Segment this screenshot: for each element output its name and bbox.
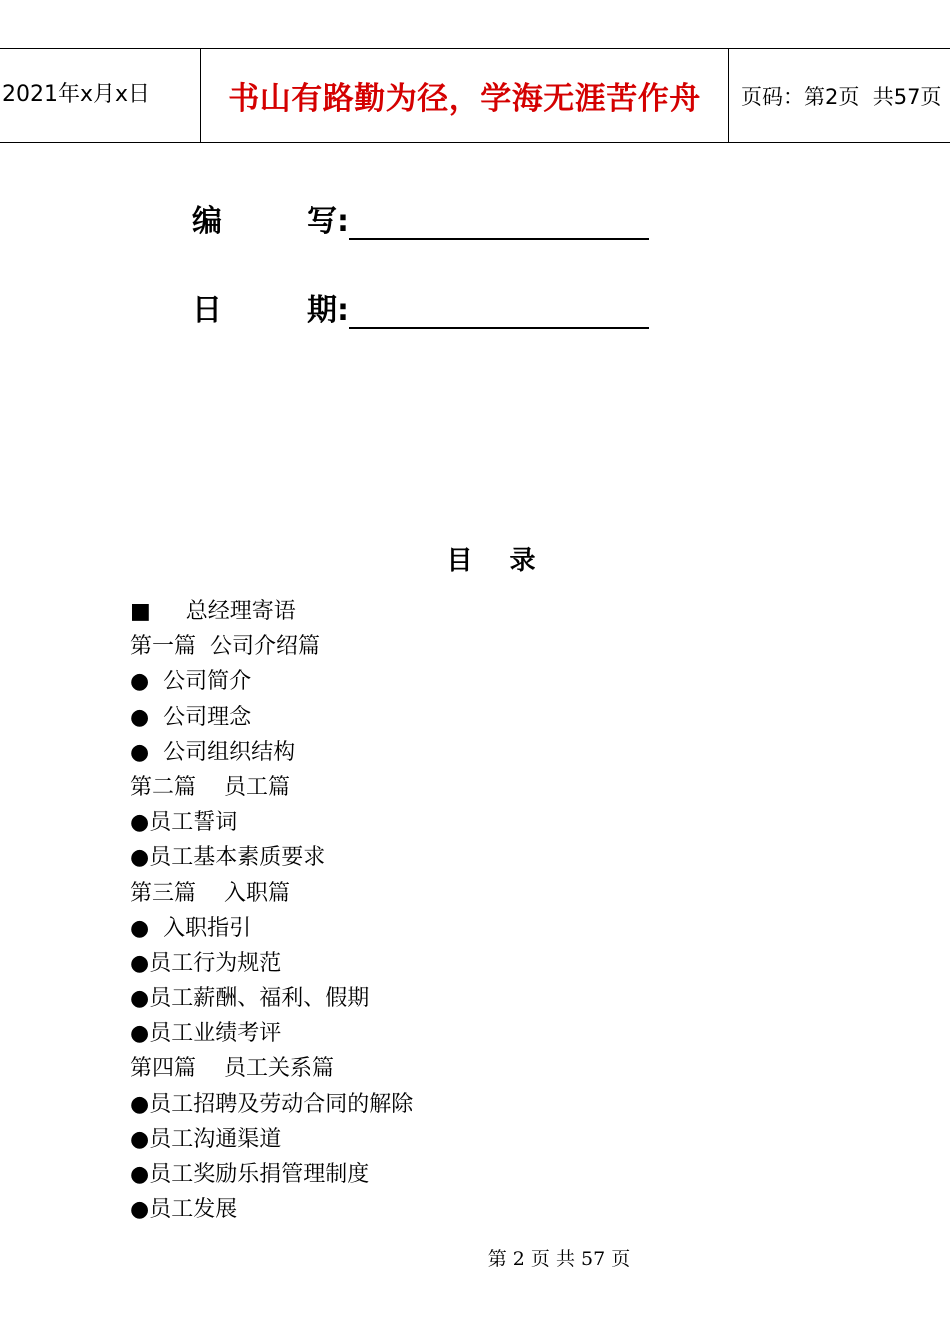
toc-item: 第一篇 公司介绍篇 [130, 634, 320, 660]
toc-item: ● 入职指引 [130, 915, 252, 941]
writer-row [192, 196, 649, 240]
page-footer: 第 2 页 共 57 页 [487, 1248, 631, 1270]
writer-field-line[interactable] [349, 202, 649, 240]
toc-item: ●员工招聘及劳动合同的解除 [130, 1091, 414, 1117]
date-field-line[interactable] [349, 291, 649, 329]
toc-item: ●员工薪酬、福利、假期 [130, 986, 370, 1012]
toc-item: ●员工誓词 [130, 810, 238, 836]
toc-item: ●员工奖励乐捐管理制度 [130, 1162, 370, 1187]
toc-title: 目 录 [446, 546, 550, 576]
header-motto: 书山有路勤为径，学海无涯苦作舟 [201, 49, 729, 142]
toc-item: ●员工业绩考评 [130, 1021, 282, 1047]
toc-item: 第二篇 员工篇 [130, 774, 290, 800]
page-header [0, 48, 950, 143]
header-date: 2021年x月x日 [0, 49, 201, 142]
toc-item: ●员工行为规范 [130, 950, 282, 976]
toc-item: ● 公司组织结构 [130, 739, 296, 765]
toc-item: ●员工沟通渠道 [130, 1126, 282, 1152]
toc-item: 第三篇 入职篇 [130, 880, 290, 906]
toc-item: ●员工基本素质要求 [130, 845, 326, 871]
header-page-info [729, 49, 950, 142]
toc-item: ● 公司理念 [130, 704, 252, 730]
toc-item: ●员工发展 [130, 1197, 238, 1223]
writer-label [192, 196, 349, 240]
writer-label-char: 编 [192, 204, 222, 239]
header-page-info-text: 页码：第2页 共57页 [741, 84, 942, 109]
writer-label-char-2: 写: [307, 204, 349, 239]
date-row [192, 285, 649, 329]
date-label-char: 日 [192, 293, 222, 328]
date-label [192, 285, 349, 329]
toc-item: ■ 总经理寄语 [130, 599, 296, 624]
toc-item: 第四篇 员工关系篇 [130, 1056, 334, 1082]
table-of-contents [130, 594, 413, 1227]
toc-item: ● 公司简介 [130, 669, 252, 695]
date-label-char-2: 期: [307, 293, 349, 328]
